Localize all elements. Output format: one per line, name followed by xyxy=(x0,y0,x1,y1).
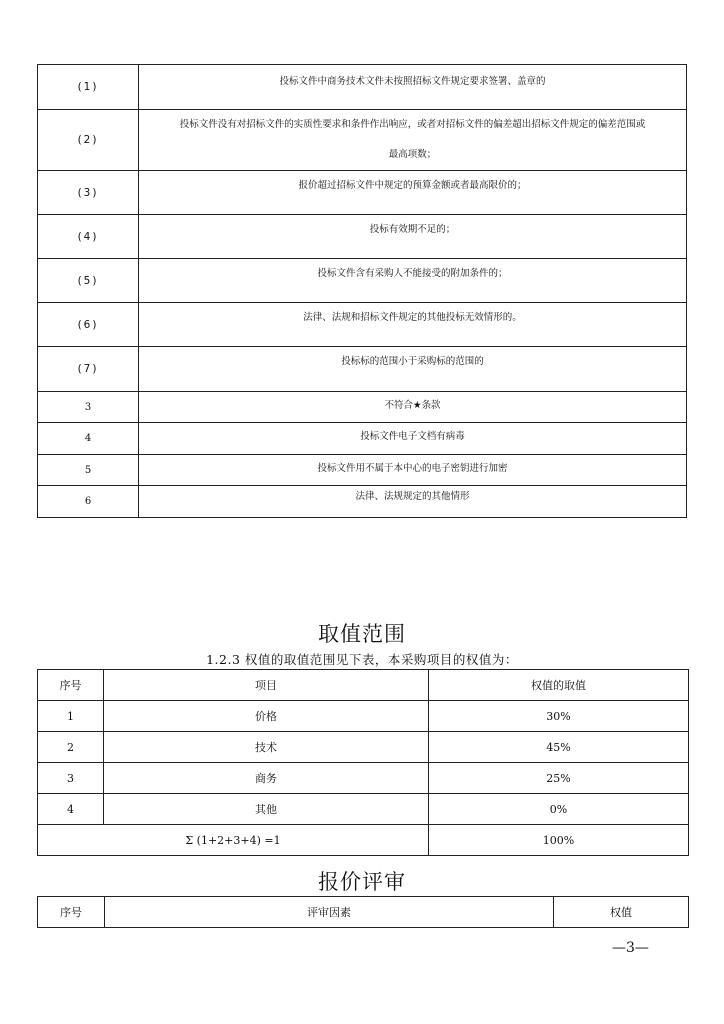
row-description: 报价超过招标文件中规定的预算金额或者最高限价的； xyxy=(139,171,687,215)
cell-item: 价格 xyxy=(104,701,429,732)
table-row xyxy=(38,171,687,215)
page-number: —3— xyxy=(612,940,649,956)
row-description-line: 最高项数； xyxy=(388,149,437,160)
table-row xyxy=(38,732,689,763)
cell-value: 45% xyxy=(429,732,689,763)
row-description-line: 投标文件没有对招标文件的实质性要求和条件作出响应，或者对招标文件的偏差超出招标文件规定的偏差范围或 xyxy=(179,119,646,130)
table-header-row xyxy=(38,897,689,928)
cell-item: 技术 xyxy=(104,732,429,763)
row-number: (1) xyxy=(38,65,139,110)
cell-value: 0% xyxy=(429,794,689,825)
cell-no: 2 xyxy=(38,732,104,763)
row-number: (6) xyxy=(38,303,139,347)
cell-no: 3 xyxy=(38,763,104,794)
header-no: 序号 xyxy=(38,670,104,701)
row-number: 6 xyxy=(38,486,139,518)
row-description: 投标文件用不属于本中心的电子密钥进行加密 xyxy=(139,455,687,486)
row-description: 法律、法规和招标文件规定的其他投标无效情形的。 xyxy=(139,303,687,347)
table-row xyxy=(38,110,687,171)
weights-table xyxy=(37,669,689,856)
row-number: (4) xyxy=(38,215,139,259)
table-row xyxy=(38,701,689,732)
invalid-bid-table xyxy=(37,64,687,518)
total-value: 100% xyxy=(429,825,689,856)
row-number: (2) xyxy=(38,110,139,171)
header-value: 权值的取值 xyxy=(429,670,689,701)
row-number: (3) xyxy=(38,171,139,215)
row-number: 3 xyxy=(38,392,139,423)
table-row xyxy=(38,455,687,486)
cell-value: 30% xyxy=(429,701,689,732)
row-number: (7) xyxy=(38,347,139,392)
row-description: 投标有效期不足的； xyxy=(139,215,687,259)
table-row xyxy=(38,486,687,518)
table-total-row xyxy=(38,825,689,856)
table-row xyxy=(38,303,687,347)
row-number: (5) xyxy=(38,259,139,303)
table-row xyxy=(38,794,689,825)
price-evaluation-table xyxy=(37,896,689,928)
table-row xyxy=(38,763,689,794)
section-title-price: 报价评审 xyxy=(318,870,406,894)
section-title-weights: 取值范围 xyxy=(318,622,406,646)
header-weight: 权值 xyxy=(554,897,689,928)
cell-no: 1 xyxy=(38,701,104,732)
header-no: 序号 xyxy=(38,897,105,928)
row-description: 不符合★条款 xyxy=(139,392,687,423)
cell-item: 其他 xyxy=(104,794,429,825)
header-item: 项目 xyxy=(104,670,429,701)
row-description: 投标标的范围小于采购标的范围的 xyxy=(139,347,687,392)
cell-value: 25% xyxy=(429,763,689,794)
table-row xyxy=(38,347,687,392)
table-row xyxy=(38,259,687,303)
row-description: 投标文件含有采购人不能接受的附加条件的； xyxy=(139,259,687,303)
section-intro: 1.2.3 权值的取值范围见下表，本采购项目的权值为： xyxy=(206,652,518,667)
cell-item: 商务 xyxy=(104,763,429,794)
table-row xyxy=(38,215,687,259)
cell-no: 4 xyxy=(38,794,104,825)
row-description xyxy=(139,110,687,171)
row-number: 5 xyxy=(38,455,139,486)
row-description: 投标文件电子文档有病毒 xyxy=(139,423,687,455)
row-description: 法律、法规规定的其他情形 xyxy=(139,486,687,518)
table-row xyxy=(38,392,687,423)
row-number: 4 xyxy=(38,423,139,455)
row-description: 投标文件中商务技术文件未按照招标文件规定要求签署、盖章的 xyxy=(139,65,687,110)
table-header-row xyxy=(38,670,689,701)
total-label: Σ (1+2+3+4) =1 xyxy=(38,825,429,856)
table-row xyxy=(38,423,687,455)
header-factor: 评审因素 xyxy=(105,897,554,928)
table-row xyxy=(38,65,687,110)
